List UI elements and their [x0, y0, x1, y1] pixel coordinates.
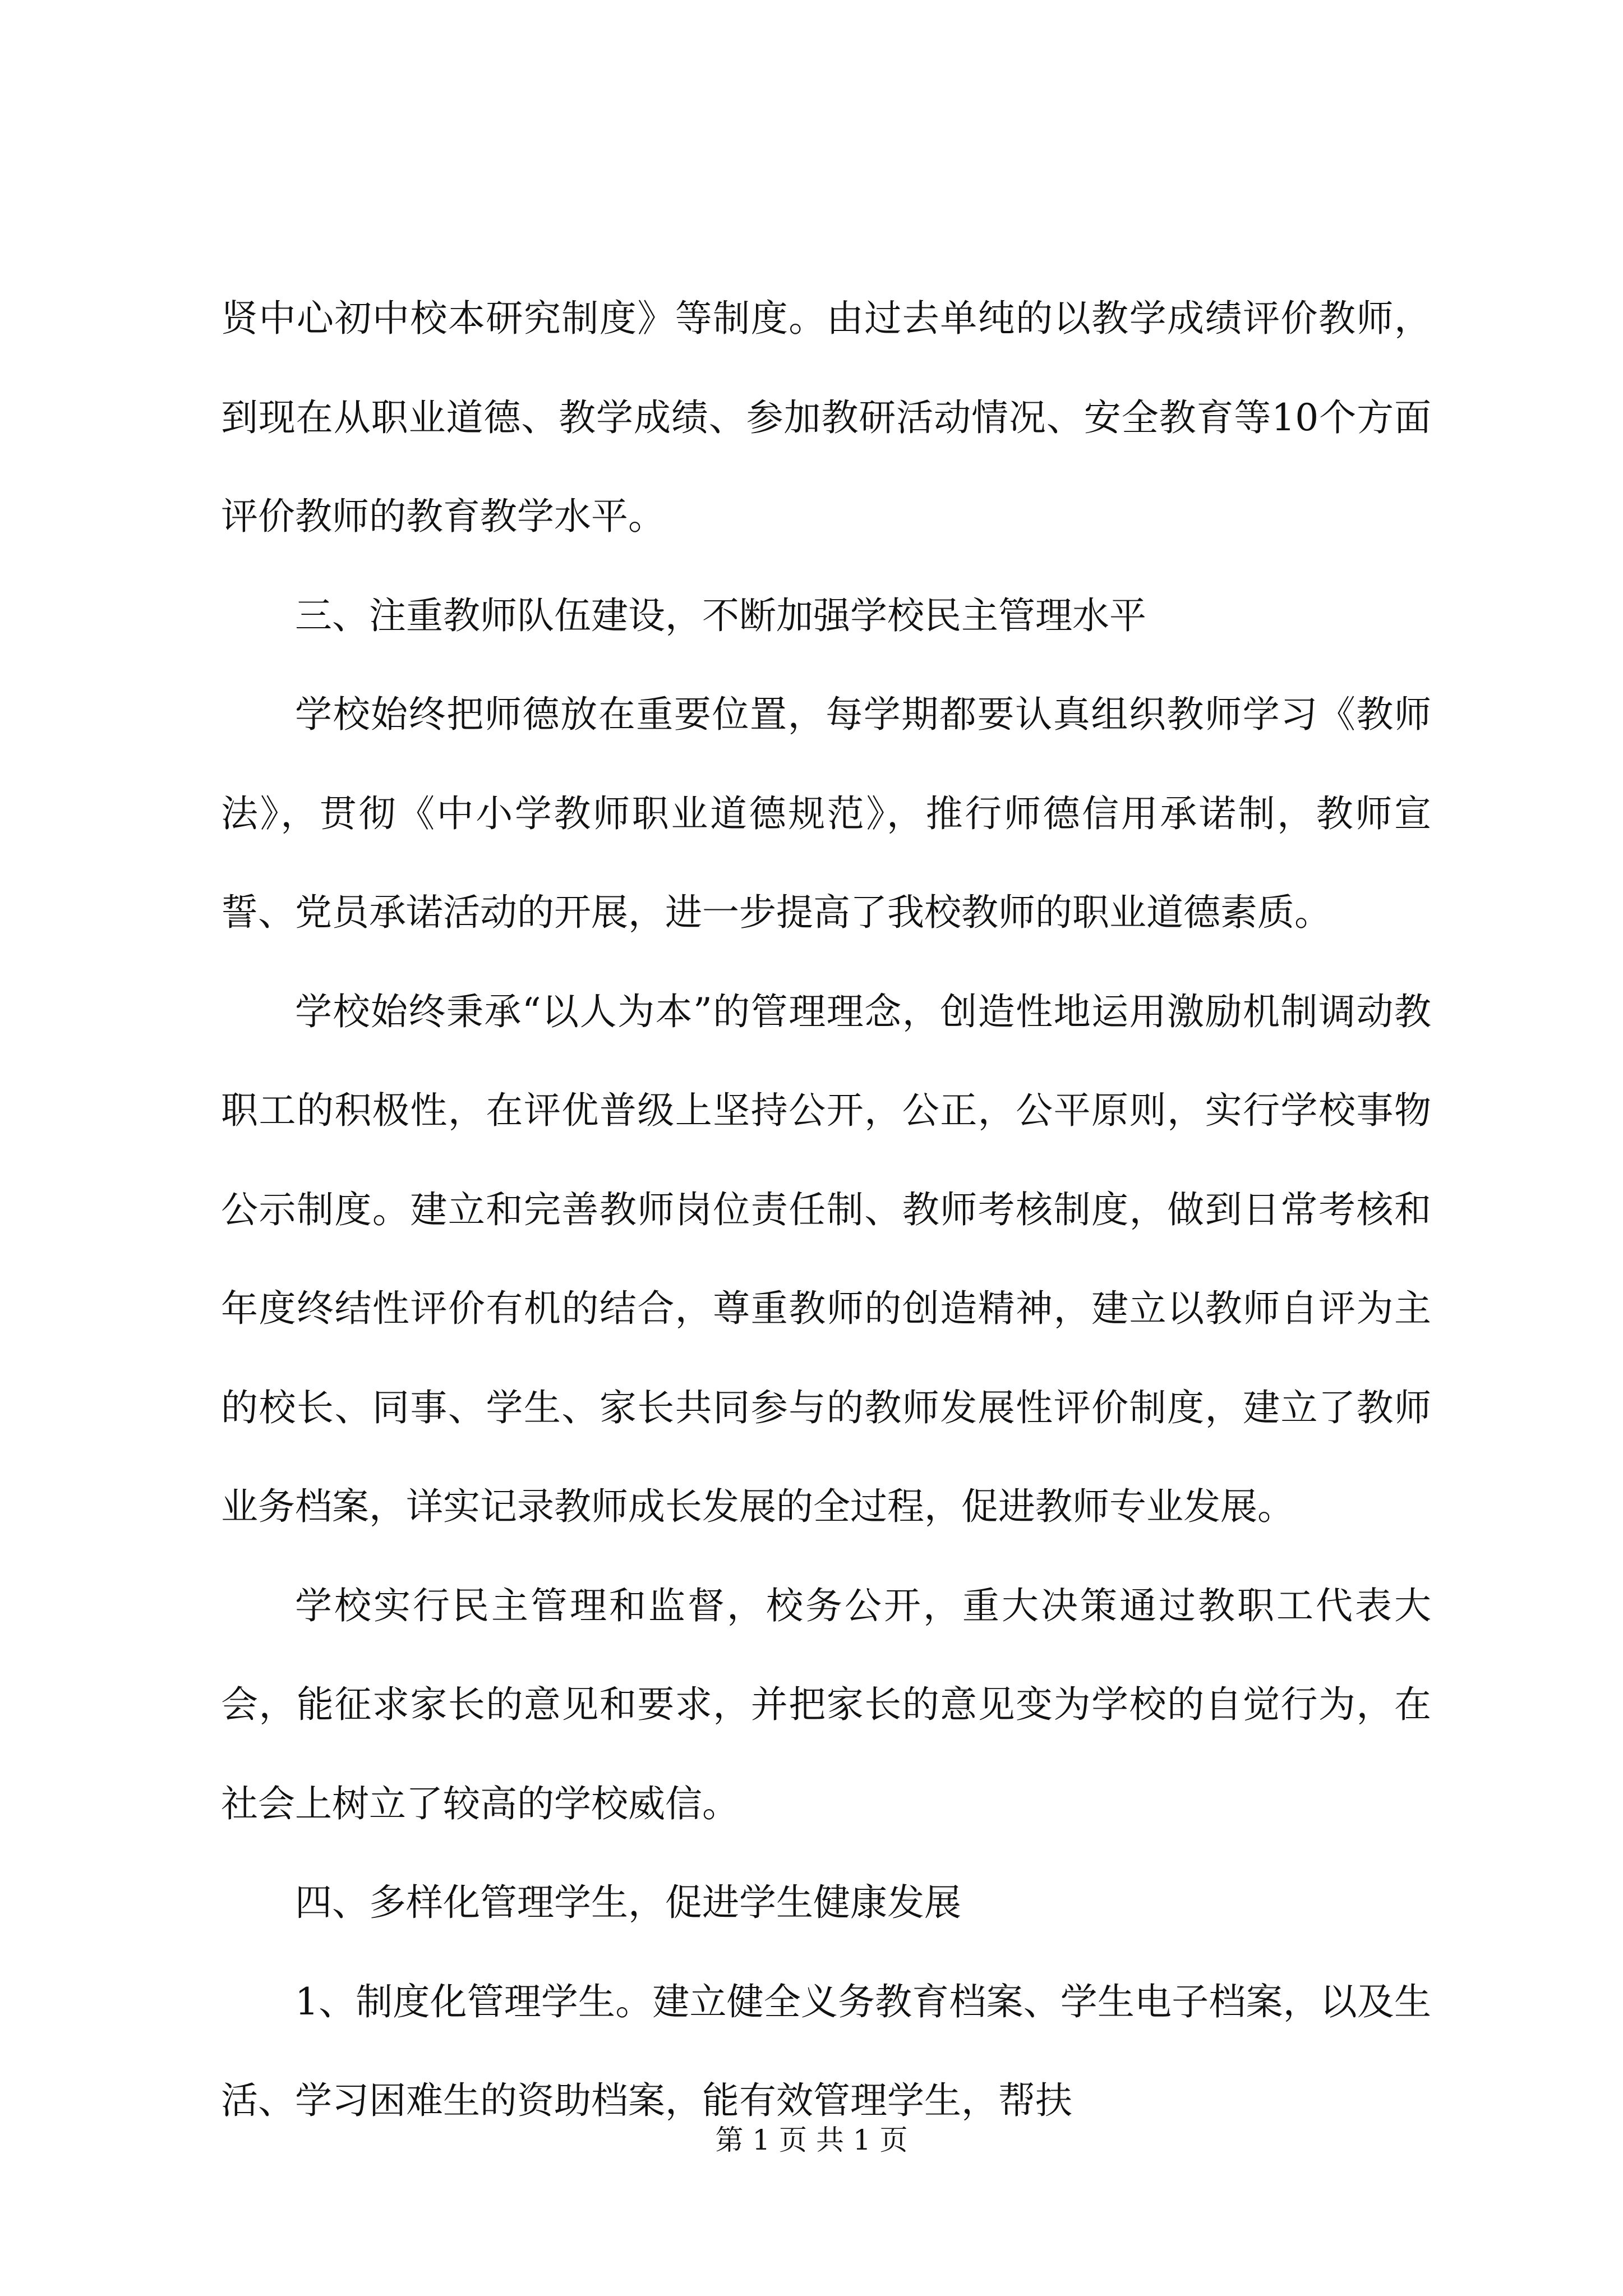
paragraph-teacher-ethics: 学校始终把师德放在重要位置，每学期都要认真组织教师学习《教师法》，贯彻《中小学教师职业道德规范》，推行师德信用承诺制，教师宣誓、党员承诺活动的开展，进一步提高了我校教师的职业道德素质。: [221, 693, 1431, 934]
section-heading-3: 三、注重教师队伍建设，不断加强学校民主管理水平: [295, 593, 1146, 637]
paragraph-student-management: 1、制度化管理学生。建立健全义务教育档案、学生电子档案，以及生活、学习困难生的资助档案，能有效管理学生，帮扶: [221, 1980, 1431, 2122]
section-heading-4: 四、多样化管理学生，促进学生健康发展: [295, 1881, 961, 1924]
document-body: [221, 269, 1431, 2151]
page-footer: 第 1 页 共 1 页: [715, 2124, 908, 2156]
paragraph-management-concept: 学校始终秉承“以人为本”的管理理念，创造性地运用激励机制调动教职工的积极性，在评优普级上坚持公开，公正，公平原则，实行学校事物公示制度。建立和完善教师岗位责任制、教师考核制度，做到日常考核和年度终结性评价有机的结合，尊重教师的创造精神，建立以教师自评为主的校长、同事、学生、家长共同参与的教师发展性评价制度，建立了教师业务档案，详实记录教师成长发展的全过程，促进教师专业发展。: [221, 990, 1431, 1528]
paragraph-continuation: 贤中心初中校本研究制度》等制度。由过去单纯的以教学成绩评价教师，到现在从职业道德、教学成绩、参加教研活动情况、安全教育等10个方面评价教师的教育教学水平。: [221, 297, 1431, 538]
paragraph-democratic-management: 学校实行民主管理和监督，校务公开，重大决策通过教职工代表大会，能征求家长的意见和要求，并把家长的意见变为学校的自觉行为，在社会上树立了较高的学校威信。: [221, 1584, 1431, 1825]
